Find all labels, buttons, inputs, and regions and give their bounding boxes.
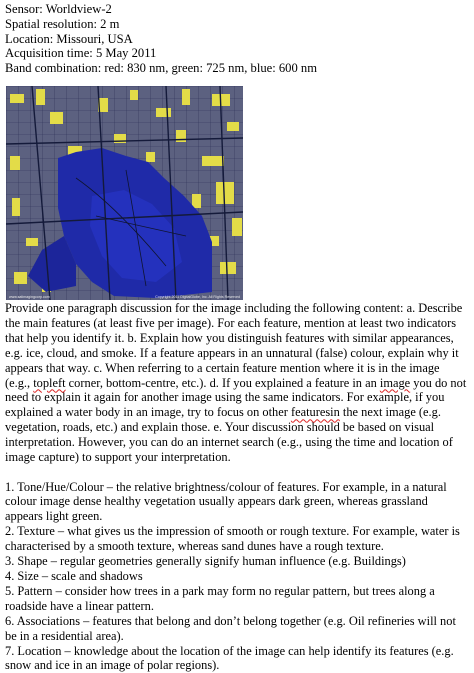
location-line: Location: Missouri, USA [5, 31, 133, 46]
instructions-part-2: corner, bottom-centre, etc.). d. If you explained a feature in an [65, 375, 380, 390]
misspelled-word-topleft: topleft [33, 375, 66, 390]
indicator-location: 7. Location – knowledge about the location of the image can help identify its features (e.g. snow and ice in an image of polar regions). [5, 643, 454, 673]
instructions-part-3: you do not need to explain it again for another image using the same indicators. For example, if you explained a water body in an image, try to focus on other [5, 375, 467, 420]
image-copyright-caption: Copyright 2011 DigitalGlobe, Inc. All Rights Reserved [155, 294, 240, 299]
indicator-associations: 6. Associations – features that belong and don’t belong together (e.g. Oil refineries will not be in a residential area). [5, 613, 456, 643]
indicator-shape: 3. Shape – regular geometries generally signify human influence (e.g. Buildings) [5, 554, 406, 569]
acquisition-line: Acquisition time: 5 May 2011 [5, 46, 157, 61]
misspelled-word-image: image [379, 375, 411, 390]
indicator-pattern: 5. Pattern – consider how trees in a park may form no regular pattern, but trees along a roadside have a linear pattern. [5, 583, 435, 613]
satellite-image-graphic [6, 86, 243, 300]
image-source-caption: www.satimagingcorp.com [9, 294, 50, 299]
band-line: Band combination: red: 830 nm, green: 725 nm, blue: 600 nm [5, 61, 317, 76]
instructions-paragraph [5, 301, 467, 465]
sensor-line: Sensor: Worldview-2 [5, 2, 112, 16]
indicator-texture: 2. Texture – what gives us the impression of smooth or rough texture. For example, water is characterised by a smooth texture, whereas sand dunes have a rough texture. [5, 524, 460, 554]
indicator-tone: 1. Tone/Hue/Colour – the relative brightness/colour of features. For example, in a natural colour image dense healthy vegetation usually appears dark green, whereas grassland appears light green. [5, 479, 447, 524]
document-page [5, 2, 467, 673]
satellite-image [6, 86, 243, 300]
image-metadata [5, 2, 467, 76]
misspelled-word-featuresin: featuresin [290, 405, 340, 420]
instructions-part-4: the next image (e.g. vegetation, roads, etc.) and explain those. e. Your discussion should be based on visual interpretation. However, you can do an internet search (e.g., using the time and location of image capture) to support your interpretation. [5, 405, 453, 465]
resolution-line: Spatial resolution: 2 m [5, 16, 120, 31]
instructions-part-1: Provide one paragraph discussion for the image including the following content: a. Describe the main features (at least five per image). For each feature, mention at least two indicators that help you identify it. b. Explain how you distinguish features with similar appearances, e.g. ice, cloud, and smoke. If a feature appears in an unnatural (false) colour, explain why it appears that way. c. When referring to a certain feature mention where it is in the image (e.g., [5, 300, 463, 390]
indicator-size: 4. Size – scale and shadows [5, 568, 143, 583]
indicator-list [5, 480, 467, 673]
